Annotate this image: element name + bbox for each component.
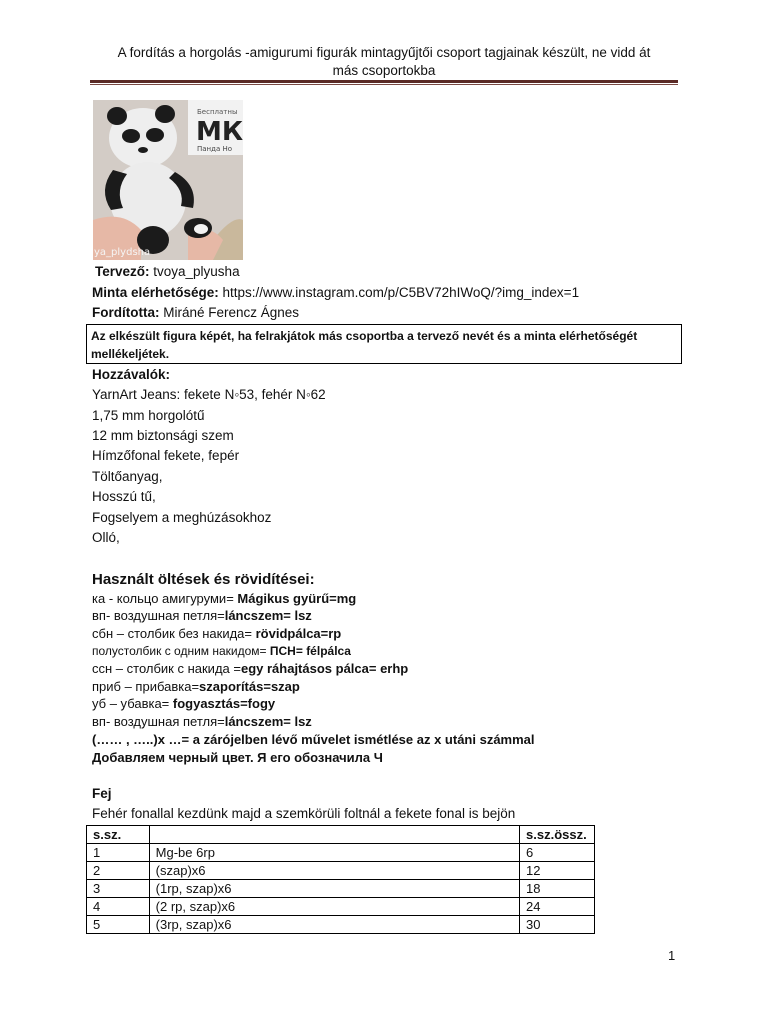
abbrev-row: ссн – столбик с накида =egy ráhajtásos pálca= erhp bbox=[92, 661, 409, 676]
material-item: 1,75 mm horgolótű bbox=[92, 408, 205, 423]
designer-line bbox=[95, 263, 240, 281]
section-intro: Fehér fonallal kezdünk majd a szemkörüli foltnál a fekete fonal is bejön bbox=[92, 806, 516, 821]
color-note: Добавляем черный цвет. Я его обозначила Ч bbox=[92, 750, 383, 765]
table-row bbox=[87, 862, 595, 880]
header-line-2: más csoportokba bbox=[332, 63, 436, 78]
material-item: YarnArt Jeans: fekete N◦53, fehér N◦62 bbox=[92, 387, 326, 402]
table-cell: (3rp, szap)x6 bbox=[149, 916, 519, 934]
translator-line bbox=[92, 304, 299, 322]
translator-value: Miráné Ferencz Ágnes bbox=[159, 305, 300, 320]
material-item: Hímzőfonal fekete, fepér bbox=[92, 448, 240, 463]
table-row bbox=[87, 844, 595, 862]
table-cell: 5 bbox=[87, 916, 150, 934]
pattern-url[interactable]: https://www.instagram.com/p/C5BV72hIWoQ/?img_index=1 bbox=[218, 285, 580, 300]
row-table bbox=[86, 825, 595, 934]
table-header-cell: s.sz.össz. bbox=[520, 826, 595, 844]
header-rule-thin bbox=[90, 84, 678, 85]
materials-title: Hozzávalók: bbox=[92, 367, 171, 382]
table-cell: (szap)x6 bbox=[149, 862, 519, 880]
page-number: 1 bbox=[668, 948, 676, 963]
svg-text:Бесплатны: Бесплатны bbox=[197, 108, 238, 116]
section-title: Fej bbox=[92, 786, 112, 801]
table-row bbox=[87, 916, 595, 934]
table-row bbox=[87, 880, 595, 898]
table-cell: (1rp, szap)x6 bbox=[149, 880, 519, 898]
svg-text:ya_plydsha: ya_plydsha bbox=[94, 247, 151, 258]
material-item: Olló, bbox=[92, 530, 120, 545]
table-cell: 30 bbox=[520, 916, 595, 934]
repeat-note: (…… , …..)x …= a zárójelben lévő művelet ismétlése az x utáni számmal bbox=[92, 732, 535, 747]
table-header-cell bbox=[149, 826, 519, 844]
abbrev-row: полустолбик с одним накидом= ПСН= félpálca bbox=[92, 644, 351, 658]
material-item: Hosszú tű, bbox=[92, 489, 156, 504]
svg-text:Панда Но: Панда Но bbox=[197, 145, 233, 153]
notice-box: Az elkészült figura képét, ha felrakjátok más csoportba a tervező nevét és a minta elérhetőségét mellékeljétek. bbox=[86, 324, 682, 364]
abbrev-row: уб – убавка= fogyasztás=fogy bbox=[92, 696, 276, 711]
panda-illustration bbox=[93, 100, 243, 260]
table-cell: 2 bbox=[87, 862, 150, 880]
abbrev-row: сбн – столбик без накида= rövidpálca=rp bbox=[92, 626, 342, 641]
abbrev-row: приб – прибавка=szaporítás=szap bbox=[92, 679, 300, 694]
header-line-1: A fordítás a horgolás -amigurumi figurák mintagyűjtői csoport tagjainak készült, ne vidd át bbox=[117, 45, 651, 60]
table-cell: 1 bbox=[87, 844, 150, 862]
svg-text:МК: МК bbox=[196, 117, 243, 147]
abbrev-row: вп- воздушная петля=láncszem= lsz bbox=[92, 608, 312, 623]
table-row bbox=[87, 898, 595, 916]
designer-value: tvoya_plyusha bbox=[149, 264, 240, 279]
panda-photo bbox=[93, 100, 243, 260]
material-item: 12 mm biztonsági szem bbox=[92, 428, 234, 443]
designer-label: Tervező: bbox=[95, 264, 150, 279]
table-cell: Mg-be 6rp bbox=[149, 844, 519, 862]
header-rule-thick bbox=[90, 80, 678, 83]
page-header bbox=[90, 44, 678, 80]
material-item: Töltőanyag, bbox=[92, 469, 163, 484]
table-cell: 12 bbox=[520, 862, 595, 880]
table-cell: 6 bbox=[520, 844, 595, 862]
table-header-row bbox=[87, 826, 595, 844]
table-cell: (2 rp, szap)x6 bbox=[149, 898, 519, 916]
abbrev-row: ка - кольцо амигуруми= Mágikus gyürű=mg bbox=[92, 591, 357, 606]
table-cell: 24 bbox=[520, 898, 595, 916]
pattern-link-line bbox=[92, 284, 579, 302]
abbrev-row: вп- воздушная петля=láncszem= lsz bbox=[92, 714, 312, 729]
translator-label: Fordította: bbox=[92, 305, 160, 320]
abbrev-title: Használt öltések és rövidítései: bbox=[92, 571, 315, 588]
table-cell: 4 bbox=[87, 898, 150, 916]
table-header-cell: s.sz. bbox=[87, 826, 150, 844]
pattern-label: Minta elérhetősége: bbox=[92, 285, 219, 300]
table-cell: 18 bbox=[520, 880, 595, 898]
material-item: Fogselyem a meghúzásokhoz bbox=[92, 510, 272, 525]
table-cell: 3 bbox=[87, 880, 150, 898]
